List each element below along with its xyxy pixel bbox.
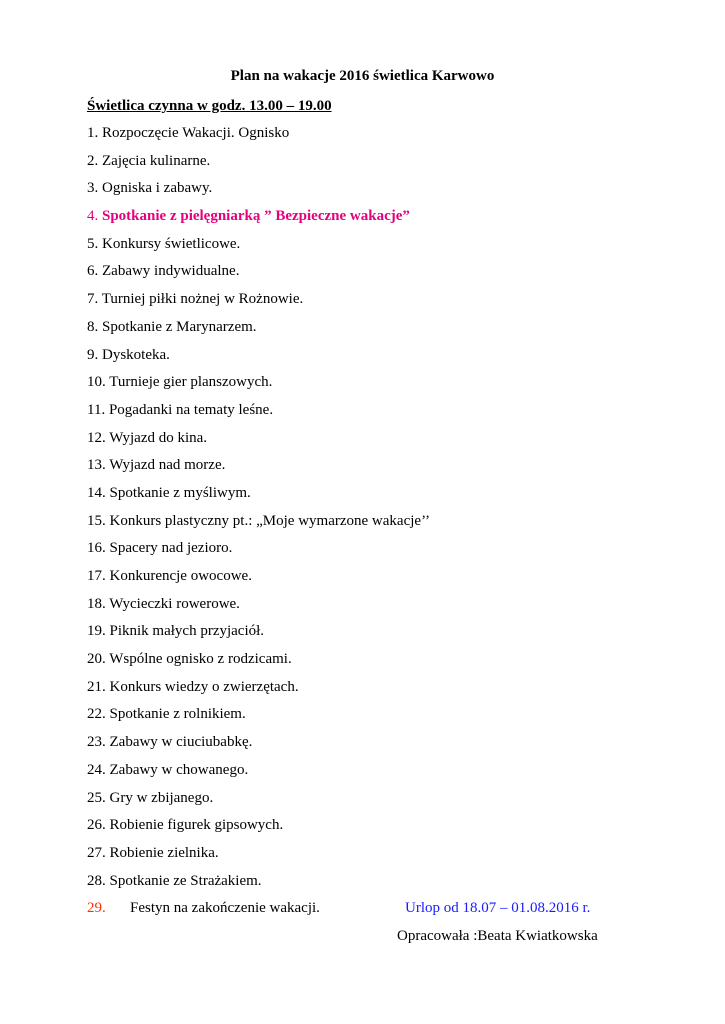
list-item (87, 484, 430, 512)
item-text: Dyskoteka. (102, 346, 170, 363)
item-text: Festyn na zakończenie wakacji. (130, 900, 320, 916)
item-number: 13. (87, 457, 106, 474)
item-number: 8. (87, 318, 99, 335)
list-item (87, 733, 430, 761)
item-number: 25. (87, 789, 106, 806)
item-number: 3. (87, 180, 99, 197)
list-item (87, 678, 430, 706)
item-text: Spotkanie z pielęgniarką ” Bezpieczne wakacje” (102, 208, 410, 225)
list-item (87, 290, 430, 318)
item-number: 21. (87, 678, 106, 695)
list-item (87, 567, 430, 595)
list-item (87, 124, 430, 152)
list-item (87, 373, 430, 401)
item-text: Robienie zielnika. (109, 844, 219, 861)
item-text: Rozpoczęcie Wakacji. Ognisko (102, 125, 290, 141)
list-item (87, 595, 430, 623)
item-text: Gry w zbijanego. (109, 789, 214, 806)
item-text: Wyjazd nad morze. (109, 457, 226, 474)
item-text: Pogadanki na tematy leśne. (108, 401, 274, 418)
list-item (87, 872, 430, 900)
list-item (87, 512, 430, 540)
list-item (87, 401, 430, 429)
list-item (87, 152, 430, 180)
item-text: Wycieczki rowerowe. (109, 595, 240, 612)
item-number: 15. (87, 512, 106, 529)
list-item (87, 844, 430, 872)
item-number: 1. (87, 125, 99, 141)
list-item (87, 429, 430, 457)
item-number: 14. (87, 484, 106, 501)
item-number: 22. (87, 706, 106, 723)
item-text: Konkurencje owocowe. (109, 568, 252, 584)
list-item-highlighted (87, 207, 430, 235)
item-text: Turnieje gier planszowych. (109, 374, 273, 391)
item-text: Robienie figurek gipsowych. (109, 817, 284, 834)
item-number: 17. (87, 568, 106, 584)
list-item (87, 179, 430, 207)
author-signature: Opracowała :Beata Kwiatkowska (397, 928, 598, 944)
list-item (87, 262, 430, 290)
list-item (87, 816, 430, 844)
item-text: Wyjazd do kina. (109, 429, 208, 446)
item-text: Zabawy w ciuciubabkę. (109, 734, 253, 751)
list-item (87, 622, 430, 650)
item-text: Piknik małych przyjaciół. (109, 623, 265, 640)
item-text: Konkursy świetlicowe. (102, 235, 241, 252)
item-text: Spotkanie z Marynarzem. (102, 318, 257, 335)
document-title: Plan na wakacje 2016 świetlica Karwowo (230, 68, 495, 84)
item-number: 2. (87, 152, 99, 169)
item-text: Zajęcia kulinarne. (102, 152, 211, 169)
list-item (87, 650, 430, 678)
item-number: 19. (87, 623, 106, 640)
item-text: Turniej piłki nożnej w Rożnowie. (101, 291, 304, 308)
item-number: 23. (87, 734, 106, 751)
item-text: Ogniska i zabawy. (102, 180, 213, 197)
list-item (87, 705, 430, 733)
item-text: Konkurs plastyczny pt.: „Moje wymarzone wakacje’’ (109, 512, 430, 529)
list-item (87, 789, 430, 817)
item-number: 16. (87, 540, 106, 557)
item-text: Spacery nad jezioro. (109, 540, 233, 557)
item-number: 29. (87, 900, 106, 916)
item-number: 4. (87, 208, 99, 225)
item-number: 27. (87, 844, 106, 861)
item-number: 5. (87, 235, 99, 252)
item-text: Zabawy indywidualne. (102, 263, 240, 280)
item-text: Spotkanie z myśliwym. (109, 484, 251, 501)
item-number: 20. (87, 651, 106, 668)
item-number: 24. (87, 761, 106, 778)
item-text: Konkurs wiedzy o zwierzętach. (109, 678, 299, 695)
list-item (87, 761, 430, 789)
item-number: 6. (87, 263, 99, 280)
list-item (87, 318, 430, 346)
opening-hours: Świetlica czynna w godz. 13.00 – 19.00 (87, 98, 332, 114)
leave-note: Urlop od 18.07 – 01.08.2016 r. (405, 900, 591, 916)
final-item-row (87, 899, 647, 917)
item-number: 9. (87, 346, 99, 363)
item-text: Zabawy w chowanego. (109, 761, 249, 778)
list-item (87, 456, 430, 484)
item-number: 12. (87, 429, 106, 446)
item-number: 10. (87, 374, 106, 391)
activity-list (87, 124, 430, 899)
list-item (87, 539, 430, 567)
item-number: 28. (87, 872, 106, 889)
item-text: Spotkanie z rolnikiem. (109, 706, 246, 723)
item-number: 18. (87, 595, 106, 612)
item-text: Wspólne ognisko z rodzicami. (109, 651, 292, 668)
list-item (87, 235, 430, 263)
list-item (87, 346, 430, 374)
item-number: 11. (87, 401, 106, 418)
item-number: 26. (87, 817, 106, 834)
item-number: 7. (87, 291, 99, 308)
item-text: Spotkanie ze Strażakiem. (109, 872, 262, 889)
